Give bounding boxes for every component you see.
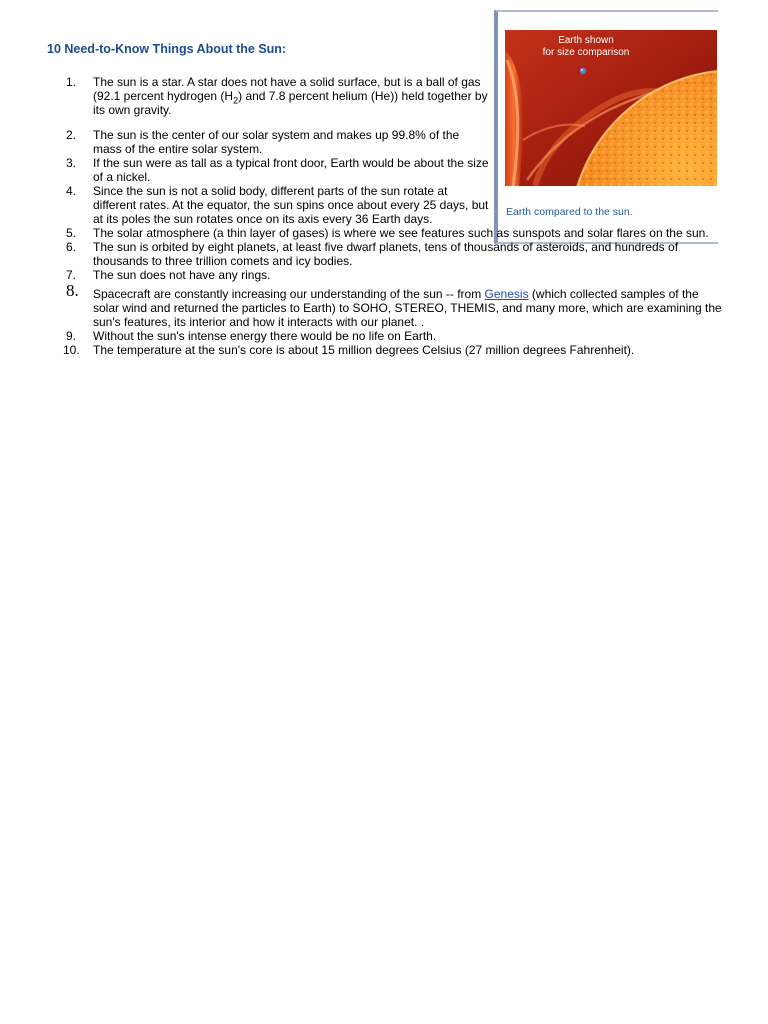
item-text-part: ) and 7.8 percent helium (He)) held together by its own gravity.: [93, 89, 488, 117]
item-number: 7.: [66, 268, 77, 282]
item-number: 5.: [66, 226, 77, 240]
sun-facts-list: [63, 75, 726, 357]
item-number: 9.: [66, 329, 77, 343]
item-text: Since the sun is not a solid body, different parts of the sun rotate at different rates. At the equator, the sun spins once about every 25 days, but at its poles the sun rotates once on its axis every 36 Earth days.: [93, 184, 489, 226]
list-item: [66, 75, 726, 117]
item-number: 2.: [66, 128, 77, 142]
item-text-part: Spacecraft are constantly increasing our understanding of the sun -- from: [93, 287, 485, 301]
item-text: The sun does not have any rings.: [93, 268, 271, 282]
list-item: [66, 128, 491, 156]
list-item: [66, 240, 726, 268]
subscript: 2: [233, 95, 239, 106]
item-text-part: (which collected samples of the solar wind and returned the particles to Earth) to SOHO, STEREO, THEMIS, and many more, which are examining the sun's features, its interior and how it interacts with our planet. .: [93, 287, 722, 329]
item-text: [93, 75, 491, 117]
item-number: 4.: [66, 184, 77, 198]
item-number: 3.: [66, 156, 77, 170]
list-item: [66, 226, 726, 240]
list-item: [63, 343, 726, 357]
item-number: 1.: [66, 75, 77, 89]
item-text: The sun is the center of our solar system and makes up 99.8% of the mass of the entire solar system.: [93, 128, 460, 156]
item-number: 6.: [66, 240, 77, 254]
item-number: 8.: [66, 281, 79, 300]
item-text: The solar atmosphere (a thin layer of gases) is where we see features such as sunspots and solar flares on the sun.: [93, 226, 709, 240]
item-text: Without the sun's intense energy there would be no life on Earth.: [93, 329, 437, 343]
list-item: [66, 156, 491, 184]
item-text: The temperature at the sun's core is about 15 million degrees Celsius (27 million degrees Fahrenheit).: [93, 343, 635, 357]
list-item: [66, 268, 726, 282]
earth-dot: [580, 68, 586, 74]
image-overlay-text-line-1: Earth shown: [558, 35, 614, 46]
item-text: The sun is orbited by eight planets, at least five dwarf planets, tens of thousands of asteroids, and hundreds of thousands to three trillion comets and icy bodies.: [93, 240, 679, 268]
image-overlay-text-line-2: for size comparison: [542, 47, 630, 58]
item-text-part: The sun is a star. A star does not have a solid surface, but is a ball of gas (92.1 percent hydrogen (H: [93, 75, 481, 103]
item-number: 10.: [63, 343, 80, 357]
item-text: [93, 287, 726, 329]
genesis-link[interactable]: Genesis: [484, 287, 529, 301]
list-item: [66, 281, 726, 329]
list-item: [66, 329, 726, 343]
list-item: [66, 184, 491, 226]
page-heading: 10 Need-to-Know Things About the Sun:: [47, 42, 287, 56]
item-text: If the sun were as tall as a typical front door, Earth would be about the size of a nickel.: [93, 156, 489, 184]
figure-caption: Earth compared to the sun.: [506, 206, 633, 218]
